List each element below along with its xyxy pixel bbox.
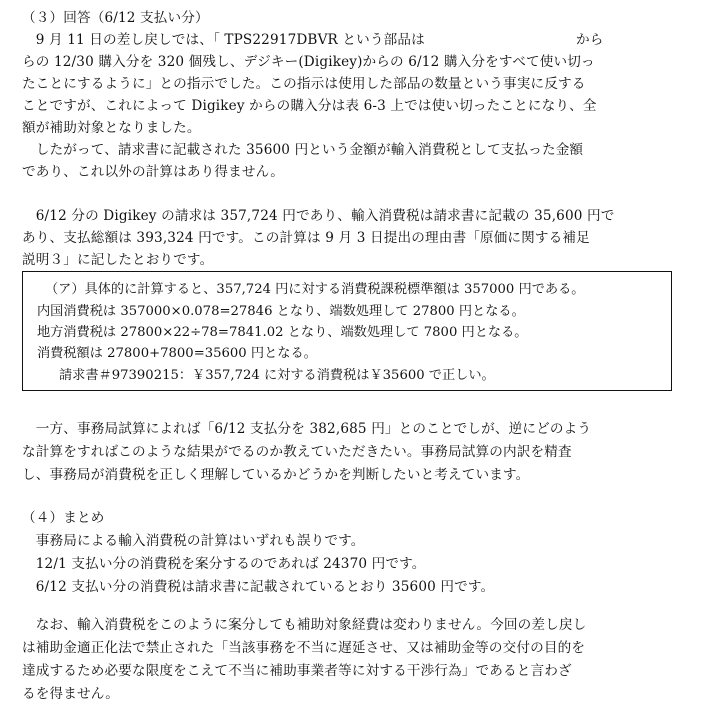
paragraph-line: 説明３」に記したとおりです。: [22, 252, 214, 268]
paragraph-line: たことにするように」との指示でした。この指示は使用した部品の数量という事実に反する: [22, 76, 586, 92]
paragraph-line: 6/12 分の Digikey の請求は 357,724 円であり、輸入消費税は請求書に記載の 35,600 円で: [22, 208, 615, 224]
calculation-box: [22, 271, 672, 391]
paragraph-line: なお、輸入消費税をこのように案分しても補助対象経費は変わりません。今回の差し戻し: [22, 617, 587, 633]
paragraph-line: らの 12/30 購入分を 320 個残し、デジキー(Digikey)からの 6/12 購入分をすべて使い切っ: [22, 54, 595, 70]
summary-line: 6/12 支払い分の消費税は請求書に記載されているとおり 35600 円です。: [22, 579, 495, 595]
calculation-line: （ア）具体的に計算すると、357,724 円に対する消費税課税標準額は 357000 円である。: [45, 282, 585, 297]
paragraph-line: し、事務局が消費税を正しく理解しているかどうかを判断したいと考えています。: [22, 467, 530, 483]
calculation-line: 地方消費税は 27800×22÷78=7841.02 となり、端数処理して 7800 円となる。: [37, 325, 528, 340]
summary-line: 事務局による輸入消費税の計算はいずれも誤りです。: [22, 533, 365, 549]
summary-line: 12/1 支払い分の消費税を案分するのであれば 24370 円です。: [22, 556, 426, 572]
paragraph-line: 一方、事務局試算によれば「6/12 支払分を 382,685 円」とのことでしが、逆にどのよう: [22, 421, 592, 437]
paragraph-line: したがって、請求書に記載された 35600 円という金額が輸入消費税として支払った金額: [22, 142, 584, 158]
paragraph-line: 9 月 11 日の差し戻しでは、「 TPS22917DBVR という部品は から: [22, 32, 604, 48]
paragraph-line: 額が補助対象となりました。: [22, 120, 201, 136]
paragraph-line: は補助金適正化法で禁止された「当該事務を不当に遅延させ、又は補助金等の交付の目的を: [22, 640, 586, 656]
calculation-line: 内国消費税は 357000×0.078=27846 となり、端数処理して 27800 円となる。: [37, 304, 525, 319]
calculation-line: 請求書＃97390215：￥357,724 に対する消費税は￥35600 で正しい。: [59, 368, 495, 383]
calculation-line: 消費税額は 27800+7800=35600 円となる。: [37, 346, 317, 361]
paragraph-line: あり、支払総額は 393,324 円です。この計算は 9 月 3 日提出の理由書「原価に関する補足: [22, 230, 590, 246]
paragraph-line: ことですが、これによって Digikey からの購入分は表 6-3 上では使い切ったことになり、全: [22, 98, 597, 114]
paragraph-line: な計算をすればこのような結果がでるのか教えていただきたい。事務局試算の内訳を精査: [22, 444, 572, 460]
paragraph-line: であり、これ以外の計算はあり得ません。: [22, 164, 284, 180]
paragraph-line: 達成するため必要な限度をこえて不当に補助事業者等に対する干渉行為」であると言わざ: [22, 663, 572, 679]
section-3-heading: （３）回答（6/12 支払い分）: [22, 10, 209, 26]
section-4-heading: （４）まとめ: [22, 510, 105, 526]
paragraph-line: るを得ません。: [22, 686, 120, 702]
